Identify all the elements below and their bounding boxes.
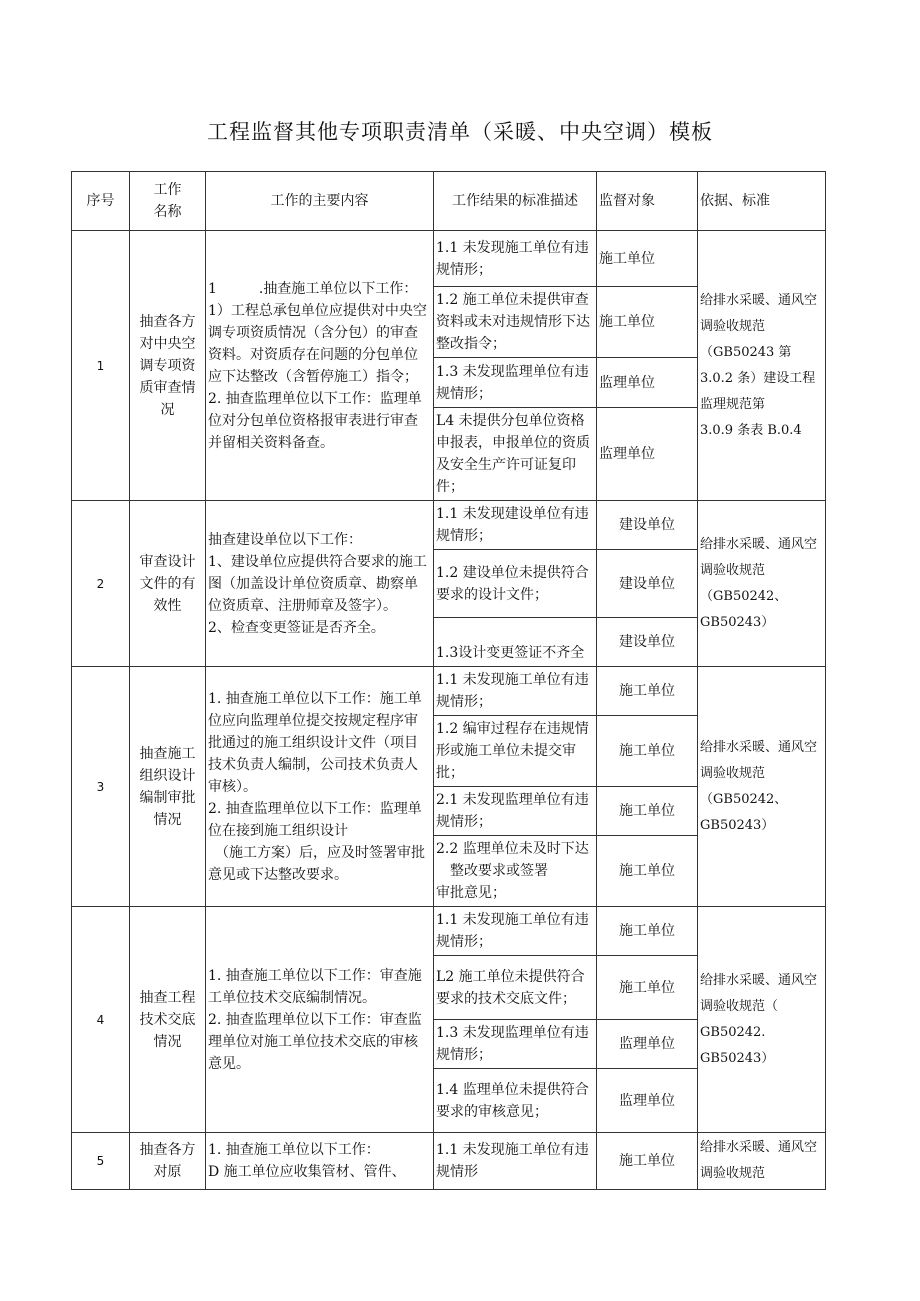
row-number: 4	[72, 907, 130, 1133]
basis-standard: 给排水采暖、通风空调验收规范（ GB50242. GB50243）	[698, 907, 826, 1133]
table-row	[72, 1133, 826, 1190]
result-description: 1.3设计变更签证不齐全	[434, 618, 597, 667]
table-body	[72, 231, 826, 1190]
work-content: 1. 抽查施工单位以下工作：施工单位应向监理单位提交按规定程序审批通过的施工组织设计文件（项目技术负责人编制，公司技术负责人审核）。 2. 抽查监理单位以下工作：监理单位在接到施工组织设计 （施工方案）后，应及时签署审批意见或下达整改要求。	[206, 667, 434, 907]
basis-standard: 给排水采暖、通风空调验收规范 （GB50242、 GB50243）	[698, 667, 826, 907]
supervision-target: 监理单位	[597, 1069, 698, 1133]
supervision-target: 建设单位	[597, 550, 698, 618]
supervision-target: 监理单位	[597, 1020, 698, 1069]
result-description: L2 施工单位未提供符合要求的技术交底文件；	[434, 956, 597, 1020]
header-no: 序号	[72, 172, 130, 231]
work-name: 审查设计文件的有效性	[130, 501, 206, 667]
header-row	[72, 172, 826, 231]
header-result: 工作结果的标准描述	[434, 172, 597, 231]
supervision-target: 监理单位	[597, 408, 698, 501]
basis-standard: 给排水采暖、通风空调验收规范	[698, 1133, 826, 1190]
work-content: 1 .抽查施工单位以下工作： 1）工程总承包单位应提供对中央空调专项资质情况（含分包）的审查资料。对资质存在问题的分包单位应下达整改（含暂停施工）指令； 2. 抽查监理单位以下工作：监理单位对分包单位资格报审表进行审查并留相关资料备查。	[206, 231, 434, 501]
table-row	[72, 231, 826, 287]
supervision-target: 施工单位	[597, 836, 698, 907]
work-content: 1. 抽查施工单位以下工作：审查施工单位技术交底编制情况。 2. 抽查监理单位以下工作：审查监理单位对施工单位技术交底的审核意见。	[206, 907, 434, 1133]
supervision-target: 监理单位	[597, 358, 698, 408]
row-number: 2	[72, 501, 130, 667]
basis-standard: 给排水采暖、通风空调验收规范 （GB50243 第 3.0.2 条）建设工程监理规范第 3.0.9 条表 B.0.4	[698, 231, 826, 501]
supervision-target: 施工单位	[597, 231, 698, 287]
table-row	[72, 907, 826, 956]
result-description: 1.2 施工单位未提供审查资料或未对违规情形下达整改指令；	[434, 287, 597, 358]
header-basis: 依据、标准	[698, 172, 826, 231]
table-row	[72, 667, 826, 716]
supervision-target: 建设单位	[597, 618, 698, 667]
table-row	[72, 501, 826, 550]
result-description: 1.1 未发现施工单位有违规情形；	[434, 907, 597, 956]
result-description: 1.4 监理单位未提供符合要求的审核意见；	[434, 1069, 597, 1133]
work-name: 抽查施工组织设计编制审批情况	[130, 667, 206, 907]
supervision-target: 施工单位	[597, 667, 698, 716]
work-name: 抽查工程技术交底情况	[130, 907, 206, 1133]
page-title: 工程监督其他专项职责清单（采暖、中央空调）模板	[207, 120, 713, 144]
supervision-target: 施工单位	[597, 1133, 698, 1190]
row-number: 5	[72, 1133, 130, 1190]
row-number: 3	[72, 667, 130, 907]
duty-table	[71, 171, 826, 1190]
work-content: 1. 抽查施工单位以下工作： D 施工单位应收集管材、管件、	[206, 1133, 434, 1190]
supervision-target: 施工单位	[597, 287, 698, 358]
result-description: 2.1 未发现监理单位有违规情形；	[434, 787, 597, 836]
result-description: 1.1 未发现施工单位有违规情形；	[434, 667, 597, 716]
header-target: 监督对象	[597, 172, 698, 231]
result-description: 1.1 未发现施工单位有违规情形	[434, 1133, 597, 1190]
result-description: 1.2 编审过程存在违规情形或施工单位未提交审批；	[434, 716, 597, 787]
result-description: L4 未提供分包单位资格申报表，申报单位的资质及安全生产许可证复印件；	[434, 408, 597, 501]
result-description: 2.2 监理单位未及时下达 整改要求或签署 审批意见；	[434, 836, 597, 907]
result-description: 1.1 未发现建设单位有违规情形；	[434, 501, 597, 550]
basis-standard: 给排水采暖、通风空调验收规范 （GB50242、 GB50243）	[698, 501, 826, 667]
supervision-target: 施工单位	[597, 907, 698, 956]
result-description: 1.3 未发现监理单位有违规情形；	[434, 358, 597, 408]
supervision-target: 建设单位	[597, 501, 698, 550]
header-content: 工作的主要内容	[206, 172, 434, 231]
result-description: 1.3 未发现监理单位有违规情形；	[434, 1020, 597, 1069]
row-number: 1	[72, 231, 130, 501]
work-name: 抽查各方对中央空调专项资质审查情况	[130, 231, 206, 501]
header-name: 工作 名称	[130, 172, 206, 231]
supervision-target: 施工单位	[597, 956, 698, 1020]
supervision-target: 施工单位	[597, 787, 698, 836]
work-name: 抽查各方对原	[130, 1133, 206, 1190]
result-description: 1.2 建设单位未提供符合要求的设计文件；	[434, 550, 597, 618]
supervision-target: 施工单位	[597, 716, 698, 787]
work-content: 抽查建设单位以下工作： 1、建设单位应提供符合要求的施工图（加盖设计单位资质章、勘察单位资质章、注册师章及签字）。 2、检查变更签证是否齐全。	[206, 501, 434, 667]
result-description: 1.1 未发现施工单位有违规情形；	[434, 231, 597, 287]
